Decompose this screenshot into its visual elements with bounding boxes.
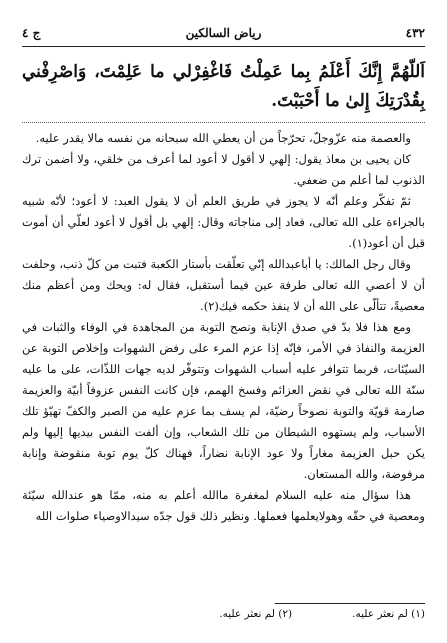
running-title: رياض السالكين (185, 26, 262, 40)
supplication-text: اَللّهُمَّ إِنَّكَ أَعْلَمُ بِما عَمِلْتُ فَاغْفِرْلي ما عَلِمْتَ، وَاصْرِفْني بِقُدْرَتِكَ إِلىٰ ما أَحْبَبْتَ. (22, 62, 425, 111)
header-rule (22, 46, 425, 47)
paragraph: وقال رجل المالك: يا أباعبدالله إنّي تعلّقت بأستار الكعبة فتبت من كلّ ذنب، وحلفت أن لا أعصي الله تعالى طرفة عين فيما أستقبل، فقال له: ويحك ومن أعظم منك معصيةً، تتألّى على الله أن لا ينفذ حكمه فيك(٢). (22, 257, 425, 313)
commentary-body (22, 128, 425, 527)
footnotes (22, 608, 425, 620)
paragraph: ومع هذا فلا بدّ في صدق الإنابة ونصح التوبة من المجاهدة في الوفاء والثبات في العزيمة والنفاذ في الأمر، فإنّه إذا عزم المرء على رفض الشهوات وإخلاص التوبة عن السيّئات، فربما تتوافر عليه أسباب الشهوات وتتوفّر لديه جهات اللذّات، على ما عليه سنّة الله تعالى في نقض العزائم وفسخ الهمم، فإن كانت النفس عزوفاً أبيّة والعزيمة صارمة قويّة والتوبة نصوحاً رضيّة، لم يسف بما عزم عليه من الصبر والكفّ تهيّؤ تلك الأسباب، ولم يستهوه الشيطان من تلك الشعاب، وإن ألفت النفس بيديها إليها ولم يكن حبل العزيمة مغاراً ولا عود الإنابة نضاراً، فهناك كلّ يوم توبة منقوضة وإنابة مرفوضة، والله المستعان. (22, 320, 425, 481)
paragraph: كان يحيى بن معاذ يقول: إلهي لا أقول لا أعود لما أعرف من خلقي، ولا أضمن ترك الذنوب لما أعلم من ضعفي. (22, 152, 425, 187)
paragraph: هذا سؤال منه عليه السلام لمغفرة ماالله أعلم به منه، ممّا هو عندالله سيّئة ومعصية في حقّه وهولايعلمها فعملها. ونظير ذلك قول جدّه سيدالاوصياء صلوات الله (22, 488, 425, 523)
footnote: (٢) لم نعثر عليه. (219, 608, 293, 620)
paragraph: والعصمة منه عزّوجلّ، تحرّجاً من أن يعطي الله سبحانه من نفسه مالا يقدر عليه. (35, 131, 411, 145)
footnote: (١) لم نعثر عليه. (352, 608, 425, 620)
page-number: ٤٣٢ (405, 26, 425, 40)
separator-rule (22, 122, 425, 123)
volume-label: ج ٤ (22, 26, 41, 40)
paragraph: ثمّ تفكّر وعلم أنّه لا يجوز في طريق العلم أن لا يقول العبد: لا أعود؛ لأنّه شبيه بالجراءة على الله تعالى، فعاد إلى مناجاته وقال: إلهي بل أقول لا أعود لعلّي أن أموت قبل أن أعود(١). (22, 194, 425, 250)
page-header (22, 26, 425, 44)
footnote-rule (275, 603, 425, 604)
